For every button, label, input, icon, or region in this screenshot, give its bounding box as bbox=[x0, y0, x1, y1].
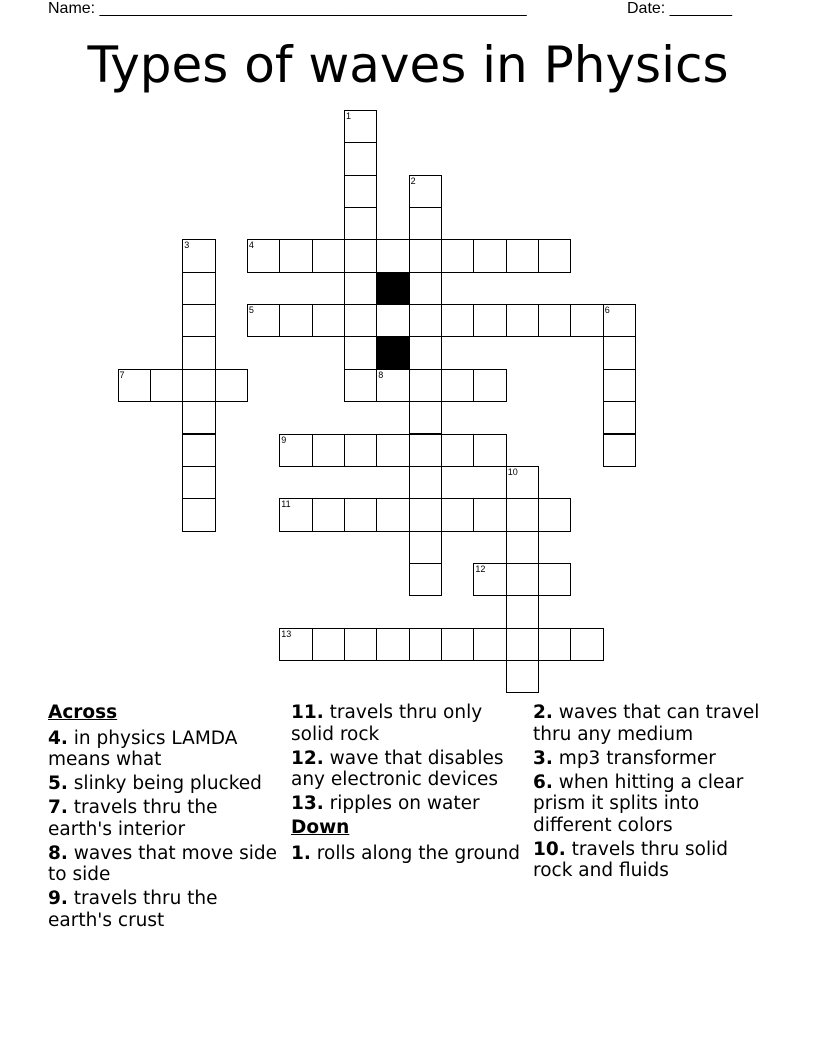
crossword-cell[interactable] bbox=[570, 304, 603, 337]
clue-number: 3. bbox=[533, 747, 553, 769]
clue-text: slinky being plucked bbox=[73, 773, 262, 794]
crossword-cell[interactable] bbox=[473, 304, 506, 337]
clue-number-label: 13 bbox=[281, 628, 292, 639]
crossword-cell[interactable] bbox=[344, 142, 377, 175]
clue-down-10 bbox=[533, 839, 773, 882]
clue-down-1 bbox=[291, 843, 523, 865]
crossword-cell[interactable] bbox=[344, 272, 377, 305]
crossword-cell[interactable] bbox=[603, 336, 636, 369]
crossword-cell[interactable] bbox=[312, 498, 345, 531]
crossword-cell[interactable] bbox=[506, 563, 539, 596]
crossword-cell[interactable] bbox=[312, 239, 345, 272]
crossword-cell[interactable] bbox=[603, 434, 636, 467]
clue-across-9 bbox=[48, 888, 286, 931]
crossword-cell[interactable] bbox=[344, 369, 377, 402]
crossword-cell[interactable] bbox=[441, 434, 474, 467]
page-title: Types of waves in Physics bbox=[87, 36, 729, 94]
crossword-cell[interactable] bbox=[409, 401, 442, 434]
clue-across-11 bbox=[291, 702, 523, 745]
crossword-cell[interactable] bbox=[344, 175, 377, 208]
crossword-cell[interactable] bbox=[409, 369, 442, 402]
clue-text: when hitting a clear prism it splits into different colors bbox=[533, 771, 744, 836]
clue-text: waves that can travel thru any medium bbox=[533, 702, 760, 745]
clue-text: wave that disables any electronic devices bbox=[291, 747, 504, 790]
crossword-block bbox=[376, 336, 409, 369]
crossword-cell[interactable] bbox=[344, 434, 377, 467]
crossword-cell[interactable] bbox=[344, 304, 377, 337]
date-field-label: Date: _______ bbox=[627, 0, 732, 17]
crossword-cell[interactable] bbox=[312, 628, 345, 661]
crossword-cell[interactable] bbox=[506, 628, 539, 661]
crossword-cell[interactable] bbox=[473, 434, 506, 467]
crossword-cell[interactable] bbox=[182, 304, 215, 337]
crossword-cell[interactable] bbox=[441, 239, 474, 272]
crossword-cell[interactable] bbox=[409, 498, 442, 531]
crossword-cell[interactable] bbox=[409, 628, 442, 661]
clue-text: waves that move side to side bbox=[48, 842, 278, 885]
crossword-cell[interactable] bbox=[376, 304, 409, 337]
clue-text: ripples on water bbox=[329, 793, 480, 814]
clue-number-label: 1 bbox=[345, 111, 351, 121]
clue-text: travels thru the earth's crust bbox=[48, 888, 218, 931]
crossword-cell[interactable] bbox=[409, 563, 442, 596]
crossword-cell[interactable] bbox=[279, 239, 312, 272]
crossword-cell[interactable] bbox=[409, 434, 442, 467]
crossword-cell[interactable] bbox=[182, 498, 215, 531]
crossword-cell[interactable] bbox=[473, 498, 506, 531]
crossword-cell[interactable] bbox=[506, 531, 539, 564]
crossword-cell[interactable] bbox=[409, 272, 442, 305]
clue-across-7 bbox=[48, 797, 286, 840]
clue-number: 5. bbox=[48, 773, 68, 794]
clue-number: 13. bbox=[291, 793, 324, 814]
crossword-cell[interactable] bbox=[376, 498, 409, 531]
clue-number: 9. bbox=[48, 888, 68, 909]
clue-number-label: 10 bbox=[507, 466, 518, 477]
crossword-cell[interactable] bbox=[182, 401, 215, 434]
clue-text: in physics LAMDA means what bbox=[48, 727, 238, 770]
crossword-cell[interactable] bbox=[409, 336, 442, 369]
crossword-cell[interactable] bbox=[344, 498, 377, 531]
clue-across-4 bbox=[48, 728, 286, 771]
clue-text: rolls along the ground bbox=[316, 842, 520, 864]
clue-number-label: 7 bbox=[119, 369, 125, 380]
crossword-cell[interactable] bbox=[182, 369, 215, 402]
clues-column-2 bbox=[291, 702, 523, 867]
crossword-cell[interactable] bbox=[150, 369, 183, 402]
crossword-cell[interactable] bbox=[182, 466, 215, 499]
crossword-cell[interactable] bbox=[376, 239, 409, 272]
down-heading: Down bbox=[291, 817, 350, 838]
clue-text: travels thru solid rock and fluids bbox=[533, 838, 729, 881]
crossword-cell[interactable] bbox=[344, 336, 377, 369]
clue-number-label: 2 bbox=[410, 175, 416, 186]
crossword-cell[interactable] bbox=[182, 434, 215, 467]
crossword-cell[interactable] bbox=[409, 304, 442, 337]
crossword-cell[interactable] bbox=[312, 434, 345, 467]
clue-text: travels thru only solid rock bbox=[291, 702, 483, 745]
crossword-cell[interactable] bbox=[506, 660, 539, 693]
clue-number-label: 6 bbox=[604, 305, 610, 316]
clue-number-label: 5 bbox=[248, 305, 254, 316]
crossword-cell[interactable] bbox=[344, 239, 377, 272]
clue-down-3 bbox=[533, 748, 773, 770]
crossword-cell[interactable] bbox=[344, 628, 377, 661]
crossword-cell[interactable] bbox=[473, 239, 506, 272]
crossword-cell[interactable] bbox=[506, 239, 539, 272]
clue-number: 11. bbox=[291, 702, 324, 723]
clue-down-6 bbox=[533, 772, 773, 837]
clues-column-3 bbox=[533, 702, 773, 884]
crossword-cell[interactable] bbox=[215, 369, 248, 402]
clue-number-label: 4 bbox=[248, 240, 254, 251]
crossword-cell[interactable] bbox=[441, 628, 474, 661]
crossword-cell[interactable] bbox=[441, 498, 474, 531]
crossword-cell[interactable] bbox=[506, 498, 539, 531]
crossword-cell[interactable] bbox=[538, 563, 571, 596]
clue-number: 6. bbox=[533, 771, 553, 793]
clue-down-2 bbox=[533, 702, 773, 745]
crossword-cell[interactable] bbox=[376, 628, 409, 661]
clue-number-label: 11 bbox=[281, 499, 291, 510]
crossword-cell[interactable] bbox=[538, 498, 571, 531]
clue-number-label: 3 bbox=[184, 240, 190, 251]
crossword-cell[interactable] bbox=[473, 369, 506, 402]
crossword-cell[interactable] bbox=[182, 336, 215, 369]
crossword-cell[interactable] bbox=[506, 304, 539, 337]
crossword-cell[interactable] bbox=[473, 628, 506, 661]
crossword-cell[interactable] bbox=[376, 434, 409, 467]
name-field-label: Name: ________________________________________________ bbox=[48, 0, 527, 17]
clue-text: mp3 transformer bbox=[558, 747, 716, 769]
crossword-cell[interactable] bbox=[538, 304, 571, 337]
clue-number-label: 9 bbox=[281, 434, 287, 445]
clue-across-13 bbox=[291, 793, 523, 815]
crossword-cell[interactable] bbox=[312, 304, 345, 337]
clue-across-8 bbox=[48, 843, 286, 886]
crossword-cell[interactable] bbox=[603, 401, 636, 434]
clue-number: 7. bbox=[48, 797, 68, 818]
clue-number: 1. bbox=[291, 842, 311, 864]
clue-across-12 bbox=[291, 748, 523, 791]
crossword-cell[interactable] bbox=[538, 628, 571, 661]
crossword-cell[interactable] bbox=[182, 272, 215, 305]
clue-text: travels thru the earth's interior bbox=[48, 797, 218, 840]
crossword-cell[interactable] bbox=[409, 207, 442, 240]
crossword-cell[interactable] bbox=[409, 239, 442, 272]
crossword-cell[interactable] bbox=[409, 466, 442, 499]
crossword-cell[interactable] bbox=[279, 304, 312, 337]
clue-number-label: 12 bbox=[475, 563, 486, 574]
crossword-cell[interactable] bbox=[538, 239, 571, 272]
crossword-cell[interactable] bbox=[603, 369, 636, 402]
crossword-cell[interactable] bbox=[344, 207, 377, 240]
clue-number: 8. bbox=[48, 842, 68, 864]
clue-across-5 bbox=[48, 773, 286, 795]
crossword-cell[interactable] bbox=[570, 628, 603, 661]
crossword-cell[interactable] bbox=[506, 595, 539, 628]
across-heading: Across bbox=[48, 702, 118, 723]
crossword-block bbox=[376, 272, 409, 305]
clues-column-1 bbox=[48, 702, 286, 934]
clue-number: 4. bbox=[48, 727, 68, 749]
clue-number: 10. bbox=[533, 838, 566, 860]
crossword-cell[interactable] bbox=[441, 369, 474, 402]
clue-number: 12. bbox=[291, 747, 324, 769]
crossword-cell[interactable] bbox=[409, 531, 442, 564]
crossword-cell[interactable] bbox=[441, 304, 474, 337]
clue-number-label: 8 bbox=[378, 369, 384, 380]
clue-number: 2. bbox=[533, 702, 553, 723]
